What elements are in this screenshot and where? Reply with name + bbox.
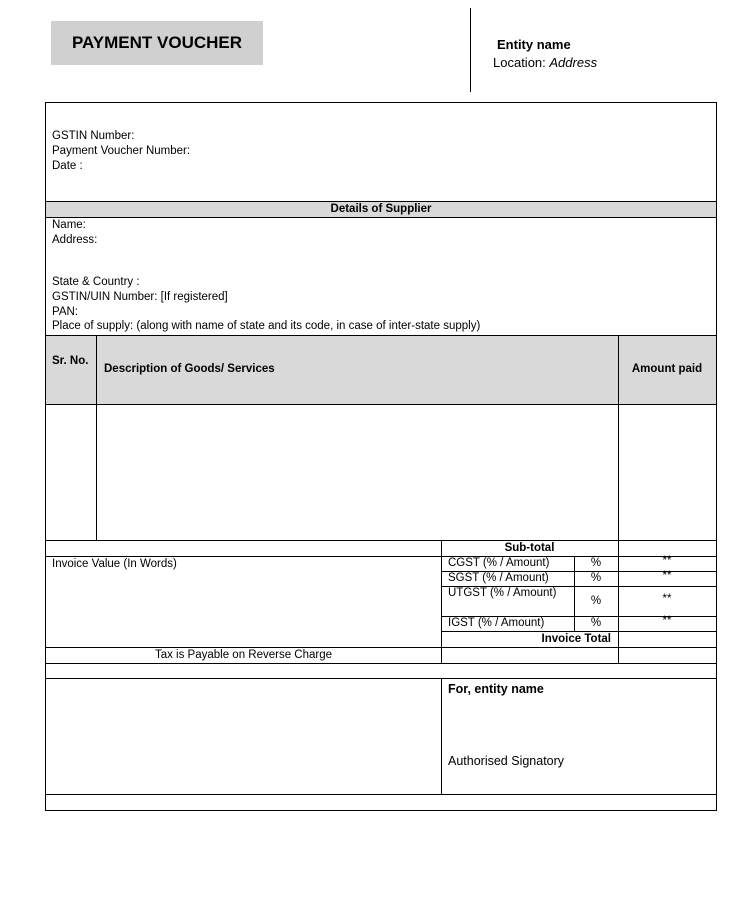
cgst-amount: **	[662, 555, 672, 567]
entity-name: Entity name	[497, 37, 571, 52]
for-entity-name: For, entity name	[448, 682, 544, 696]
supplier-gstin: GSTIN/UIN Number: [If registered]	[52, 291, 228, 303]
place-of-supply: Place of supply: (along with name of state and its code, in case of inter-state supply)	[52, 320, 481, 332]
igst-label: IGST (% / Amount)	[448, 617, 545, 629]
header-divider	[470, 8, 471, 92]
utgst-label: UTGST (% / Amount)	[448, 587, 557, 599]
supplier-heading: Details of Supplier	[330, 203, 432, 215]
utgst-pct: %	[590, 595, 602, 607]
supplier-state-country: State & Country :	[52, 276, 140, 288]
location-value: Address	[549, 55, 598, 70]
authorised-signatory: Authorised Signatory	[448, 754, 565, 768]
location-label: Location:	[493, 55, 546, 70]
col-description: Description of Goods/ Services	[104, 363, 275, 375]
sgst-label: SGST (% / Amount)	[448, 572, 549, 584]
sgst-pct: %	[590, 572, 602, 584]
cgst-pct: %	[590, 557, 602, 569]
igst-amount: **	[662, 615, 672, 627]
invoice-total-label: Invoice Total	[541, 633, 611, 645]
igst-pct: %	[590, 617, 602, 629]
sgst-amount: **	[662, 570, 672, 582]
subtotal-label: Sub-total	[504, 542, 555, 554]
date-field: Date :	[52, 160, 83, 172]
supplier-name: Name:	[52, 219, 86, 231]
invoice-value-words: Invoice Value (In Words)	[52, 558, 177, 570]
utgst-amount: **	[662, 593, 672, 605]
entity-location	[493, 55, 597, 70]
col-sr-no: Sr. No.	[52, 355, 89, 367]
voucher-title: PAYMENT VOUCHER	[51, 21, 263, 65]
cgst-label: CGST (% / Amount)	[448, 557, 550, 569]
voucher-form	[45, 102, 717, 811]
col-amount-paid: Amount paid	[631, 363, 703, 375]
gstin-field: GSTIN Number:	[52, 130, 135, 142]
supplier-pan: PAN:	[52, 306, 78, 318]
reverse-charge: Tax is Payable on Reverse Charge	[154, 649, 333, 661]
supplier-address: Address:	[52, 234, 98, 246]
voucher-number-field: Payment Voucher Number:	[52, 145, 191, 157]
